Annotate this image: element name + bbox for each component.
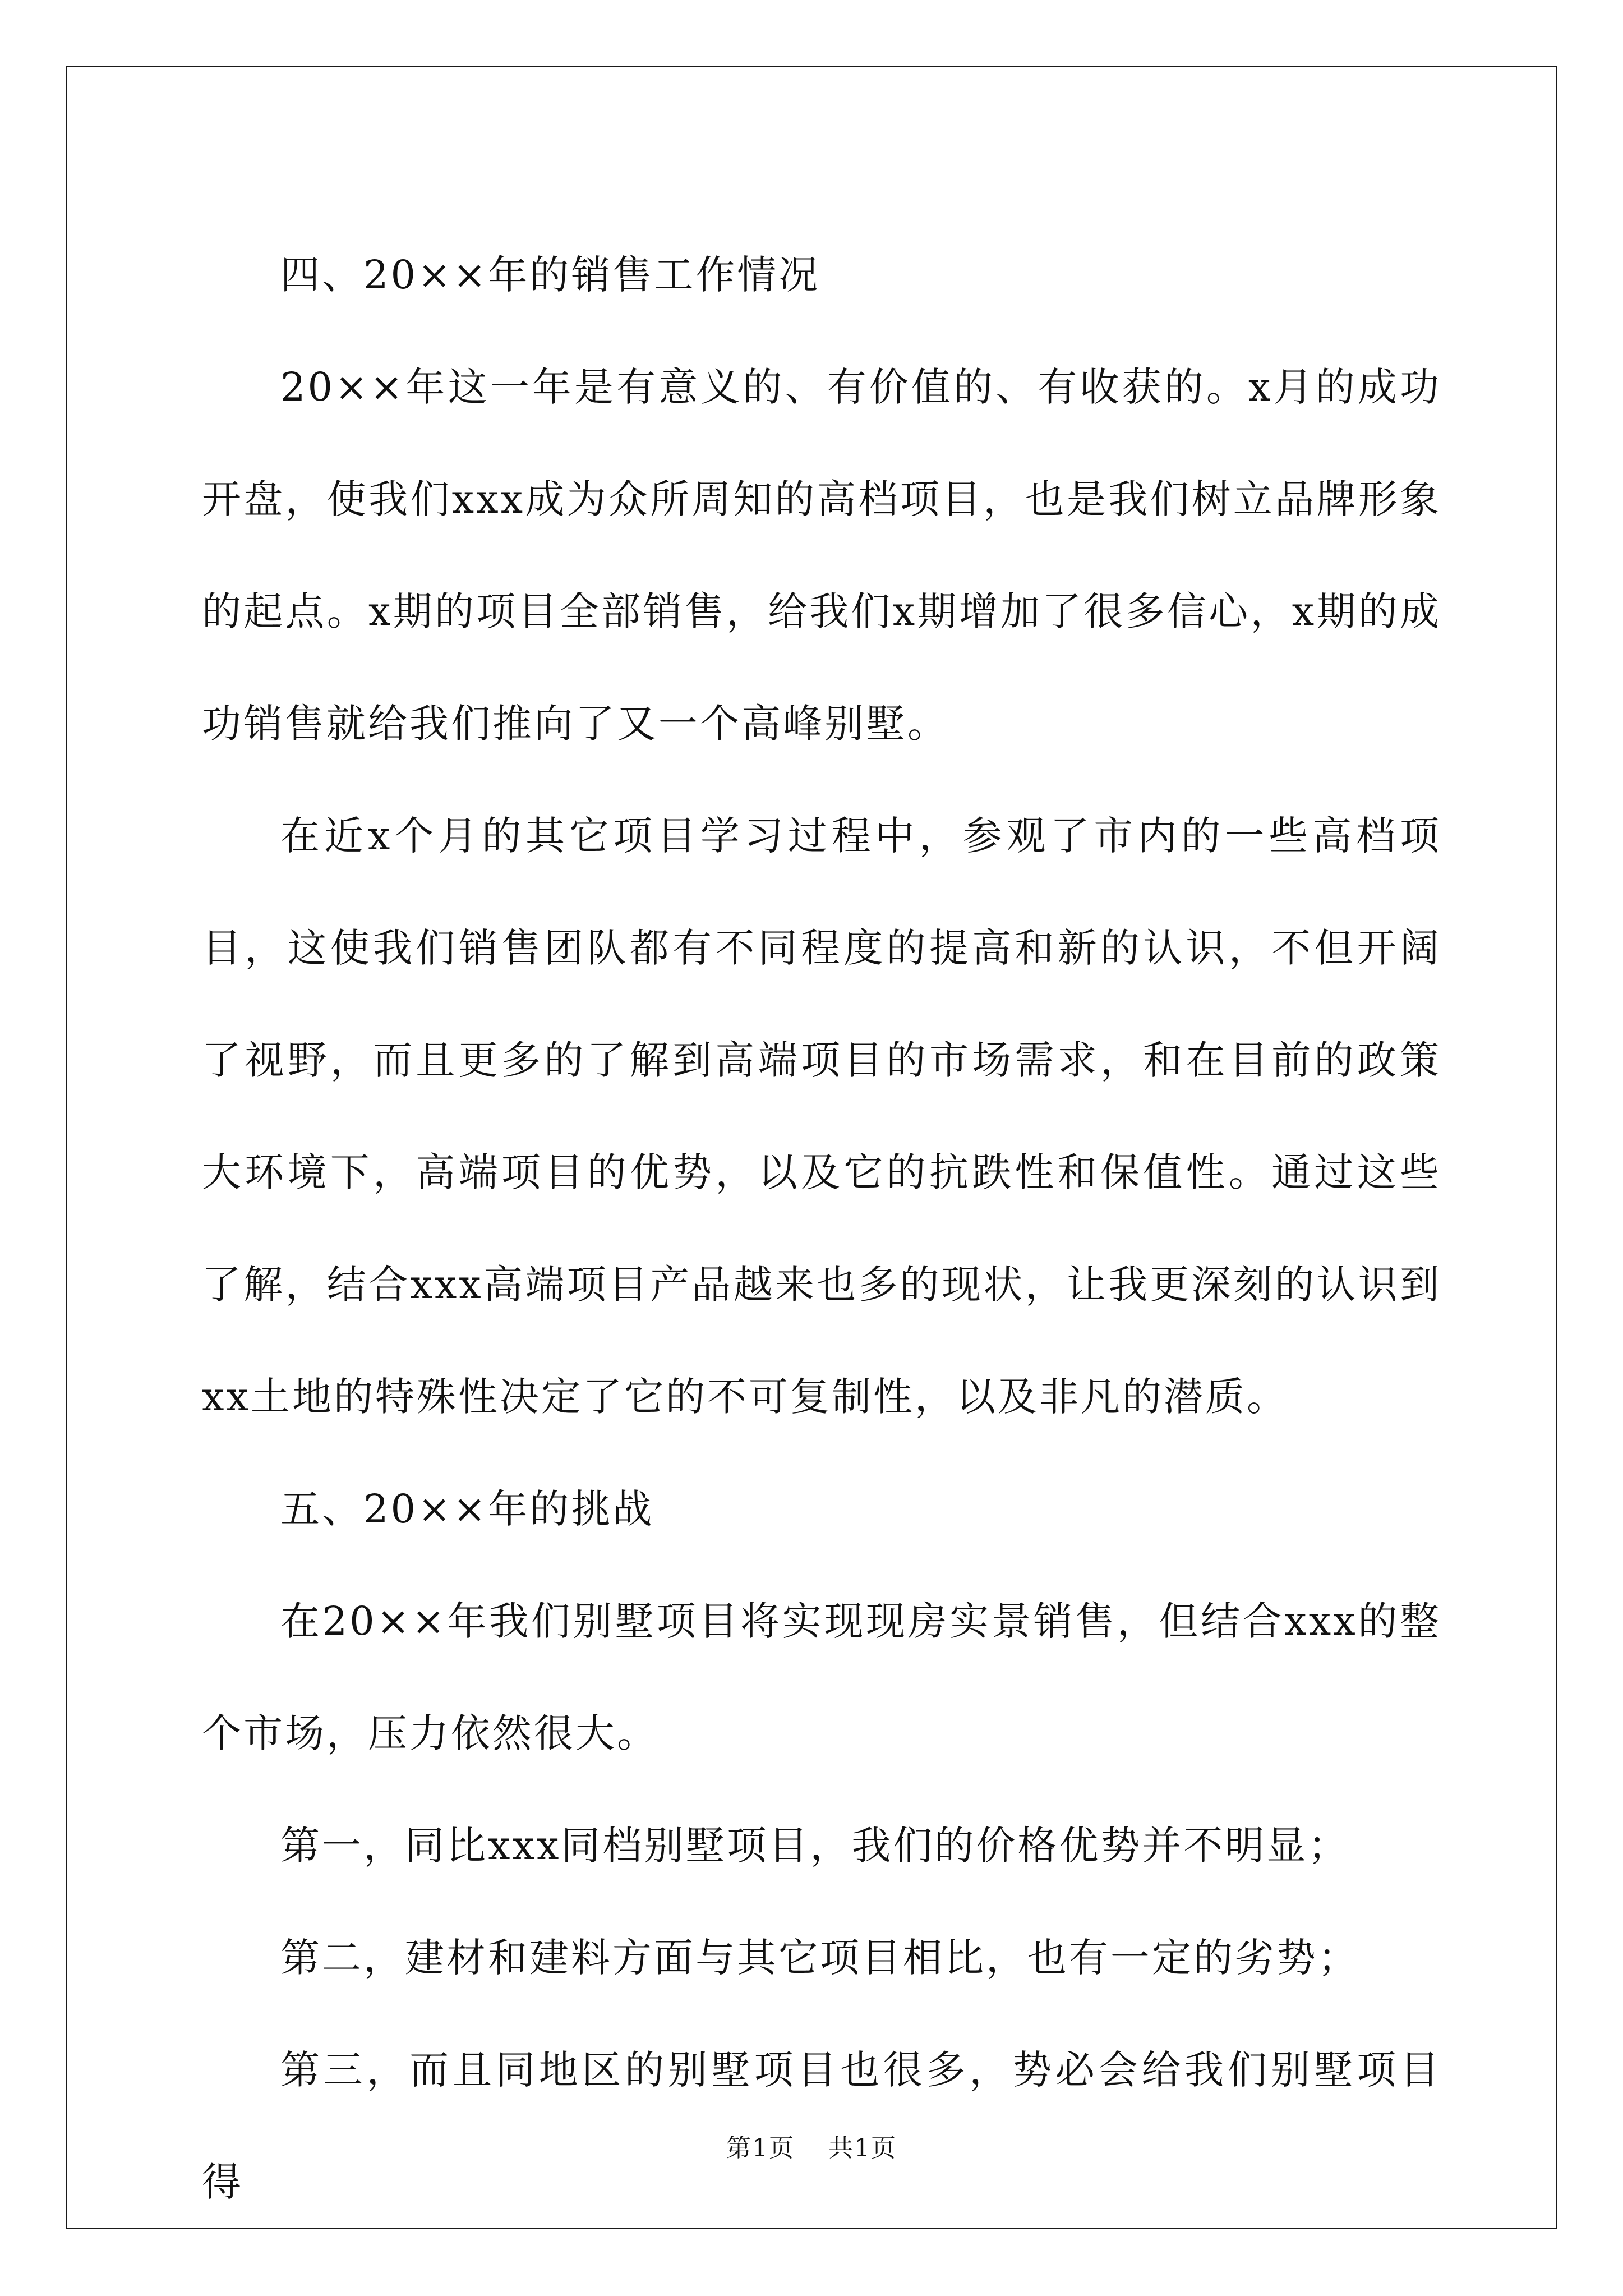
- list-item: 第二，建材和建料方面与其它项目相比，也有一定的劣势；: [280, 1935, 1359, 1981]
- section-heading-sales: 四、20××年的销售工作情况: [280, 252, 820, 298]
- page-number: 第1页: [726, 2134, 795, 2162]
- section-heading-challenges: 五、20××年的挑战: [280, 1486, 654, 1532]
- page-footer: [0, 2132, 1623, 2165]
- list-item: 第一，同比xxx同档别墅项目，我们的价格优势并不明显；: [280, 1823, 1350, 1869]
- list-item: 第三，而且同地区的别墅项目也很多，势必会给我们别墅项目得: [202, 2047, 1441, 2205]
- paragraph: 在近x个月的其它项目学习过程中，参观了市内的一些高档项目，这使我们销售团队都有不同程度的提高和新的认识，不但开阔了视野，而且更多的了解到高端项目的市场需求，和在目前的政策大环境下，高端项目的优势，以及它的抗跌性和保值性。通过这些了解，结合xxx高端项目产品越来也多的现状，让我更深刻的认识到xx土地的特殊性决定了它的不可复制性，以及非凡的潜质。: [202, 813, 1441, 1420]
- document-body: [202, 219, 1441, 2238]
- page-total: 共1页: [828, 2134, 897, 2162]
- paragraph: 在20××年我们别墅项目将实现现房实景销售，但结合xxx的整个市场，压力依然很大。: [202, 1598, 1441, 1756]
- paragraph: 20××年这一年是有意义的、有价值的、有收获的。x月的成功开盘，使我们xxx成为众所周知的高档项目，也是我们树立品牌形象的起点。x期的项目全部销售，给我们x期增加了很多信心，x期的成功销售就给我们推向了又一个高峰别墅。: [202, 364, 1441, 747]
